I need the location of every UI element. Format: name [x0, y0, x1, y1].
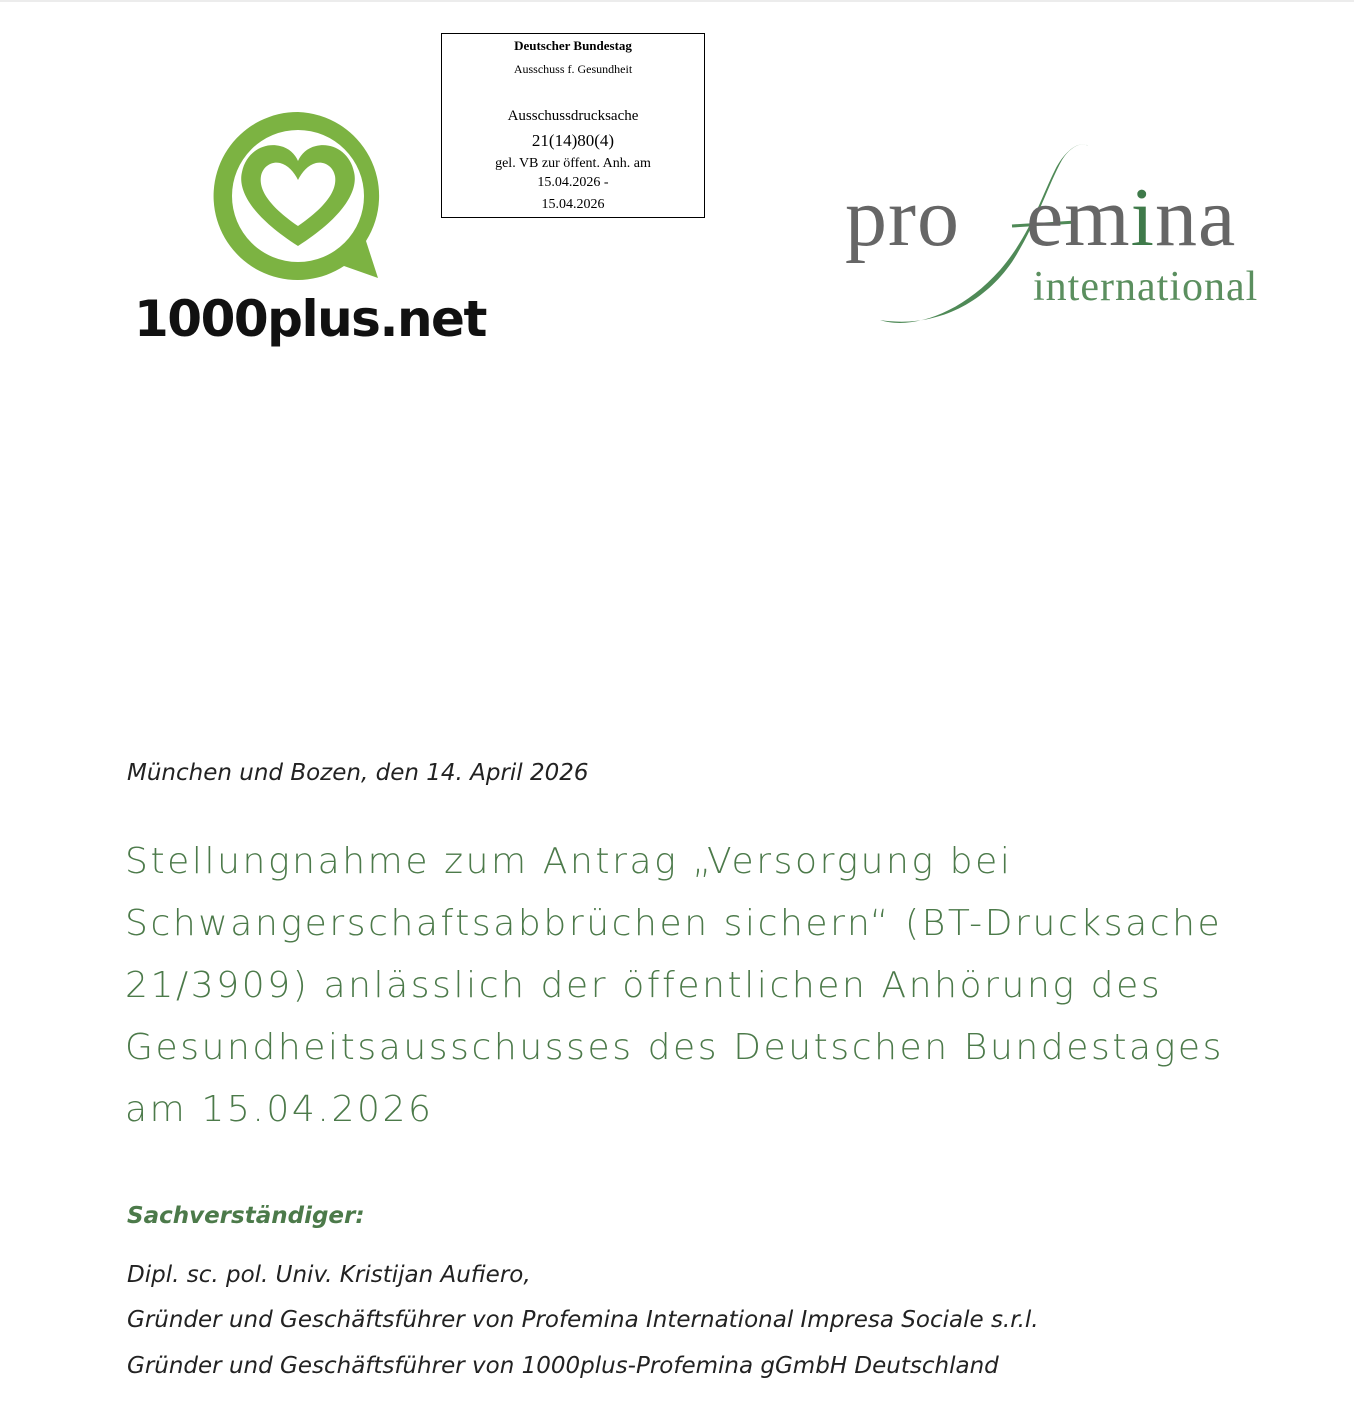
- logo-1000plus-wordmark: 1000plus.net: [134, 290, 486, 348]
- stamp-line-6: 15.04.2026 -: [537, 175, 609, 190]
- profemina-international: international: [1033, 264, 1259, 310]
- profemina-i: i: [1130, 171, 1155, 264]
- heart-speech-bubble-icon: [208, 106, 388, 286]
- expert-name: Dipl. sc. pol. Univ. Kristijan Aufiero,: [127, 1262, 531, 1288]
- profemina-pro: pro: [845, 171, 960, 264]
- stamp-line-7: 15.04.2026: [541, 197, 605, 212]
- logo-profemina: [840, 130, 1290, 340]
- profemina-na: na: [1154, 171, 1237, 264]
- stamp-line-4: 21(14)80(4): [531, 131, 615, 150]
- place-date: München und Bozen, den 14. April 2026: [127, 760, 589, 786]
- logo-1000plus: [130, 100, 486, 360]
- stamp-line-1: Deutscher Bundestag: [514, 38, 632, 53]
- profemina-em: em: [1025, 171, 1131, 264]
- stamp-line-3: Ausschussdrucksache: [507, 108, 639, 124]
- expert-role-1: Gründer und Geschäftsführer von Profemina International Impresa Sociale s.r.l.: [127, 1307, 1039, 1333]
- stamp-line-5: gel. VB zur öffent. Anh. am: [495, 156, 651, 171]
- bundestag-stamp: [441, 33, 705, 218]
- page-top-edge: [0, 0, 1354, 2]
- stamp-line-2: Ausschuss f. Gesundheit: [513, 62, 633, 76]
- profemina-wordmark: [845, 171, 1237, 264]
- expert-role-2: Gründer und Geschäftsführer von 1000plus-Profemina gGmbH Deutschland: [127, 1353, 999, 1379]
- expert-heading: Sachverständiger:: [127, 1203, 365, 1229]
- document-title: Stellungnahme zum Antrag „Versorgung bei Schwangerschaftsabbrüchen sichern“ (BT-Drucksache 21/3909) anlässlich der öffentlichen Anhörung des Gesundheitsausschusses des Deutschen Bundestages am 15.04.2026: [125, 841, 1225, 1130]
